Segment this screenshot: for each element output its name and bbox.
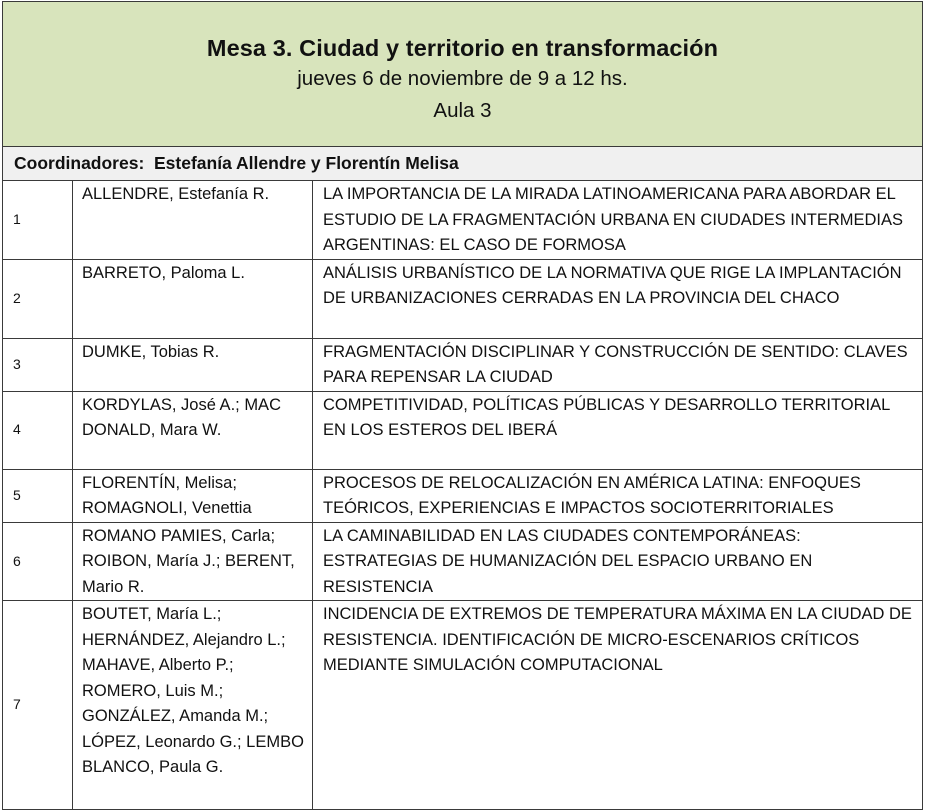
- paper-authors: FLORENTÍN, Melisa; ROMAGNOLI, Venettia: [73, 469, 313, 522]
- table-row: [3, 181, 922, 259]
- session-title: Mesa 3. Ciudad y territorio en transformación: [206, 35, 719, 61]
- paper-title: LA IMPORTANCIA DE LA MIRADA LATINOAMERICANA PARA ABORDAR EL ESTUDIO DE LA FRAGMENTACIÓN URBANA EN CIUDADES INTERMEDIAS ARGENTINAS: EL CASO DE FORMOSA: [323, 185, 904, 254]
- paper-authors: ROMANO PAMIES, Carla; ROIBON, María J.; BERENT, Mario R.: [73, 522, 313, 601]
- paper-authors: BARRETO, Paloma L.: [73, 259, 313, 338]
- paper-number: 7: [3, 601, 73, 809]
- paper-number: 4: [3, 391, 73, 469]
- paper-title: COMPETITIVIDAD, POLÍTICAS PÚBLICAS Y DESARROLLO TERRITORIAL EN LOS ESTEROS DEL IBERÁ: [313, 391, 923, 469]
- session-header: [3, 2, 922, 147]
- paper-authors: BOUTET, María L.; HERNÁNDEZ, Alejandro L.; MAHAVE, Alberto P.; ROMERO, Luis M.; GONZÁLEZ, Amanda M.; LÓPEZ, Leonardo G.; LEMBO BLANCO, Paula G.: [73, 601, 313, 809]
- paper-title: PROCESOS DE RELOCALIZACIÓN EN AMÉRICA LATINA: ENFOQUES TEÓRICOS, EXPERIENCIAS E IMPACTOS SOCIOTERRITORIALES: [313, 469, 923, 522]
- paper-title: INCIDENCIA DE EXTREMOS DE TEMPERATURA MÁXIMA EN LA CIUDAD DE RESISTENCIA. IDENTIFICACIÓN DE MICRO-ESCENARIOS CRÍTICOS MEDIANTE SIMULACIÓN COMPUTACIONAL: [313, 601, 923, 809]
- paper-number: 6: [3, 522, 73, 601]
- paper-number: 2: [3, 259, 73, 338]
- session-date: jueves 6 de noviembre de 9 a 12 hs.: [297, 67, 628, 90]
- paper-title: LA CAMINABILIDAD EN LAS CIUDADES CONTEMPORÁNEAS: ESTRATEGIAS DE HUMANIZACIÓN DEL ESPACIO URBANO EN RESISTENCIA: [313, 522, 923, 601]
- paper-authors: KORDYLAS, José A.; MAC DONALD, Mara W.: [73, 391, 313, 469]
- paper-title: FRAGMENTACIÓN DISCIPLINAR Y CONSTRUCCIÓN DE SENTIDO: CLAVES PARA REPENSAR LA CIUDAD: [313, 338, 923, 391]
- paper-number: 3: [3, 338, 73, 391]
- session-room: Aula 3: [433, 99, 492, 122]
- paper-authors: ALLENDRE, Estefanía R.: [73, 181, 313, 259]
- paper-number: 1: [3, 181, 73, 259]
- paper-title: ANÁLISIS URBANÍSTICO DE LA NORMATIVA QUE RIGE LA IMPLANTACIÓN DE URBANIZACIONES CERRADAS EN LA PROVINCIA DEL CHACO: [313, 259, 923, 338]
- table-row: [3, 601, 922, 809]
- paper-number: 5: [3, 469, 73, 522]
- table-row: [3, 469, 922, 522]
- table-row: [3, 391, 922, 469]
- table-row: [3, 522, 922, 601]
- paper-authors: DUMKE, Tobias R.: [73, 338, 313, 391]
- session-table: [2, 1, 923, 810]
- papers-table: [3, 181, 922, 809]
- coordinators-row: Coordinadores: Estefanía Allendre y Florentín Melisa: [3, 147, 922, 181]
- table-row: [3, 259, 922, 338]
- table-row: [3, 338, 922, 391]
